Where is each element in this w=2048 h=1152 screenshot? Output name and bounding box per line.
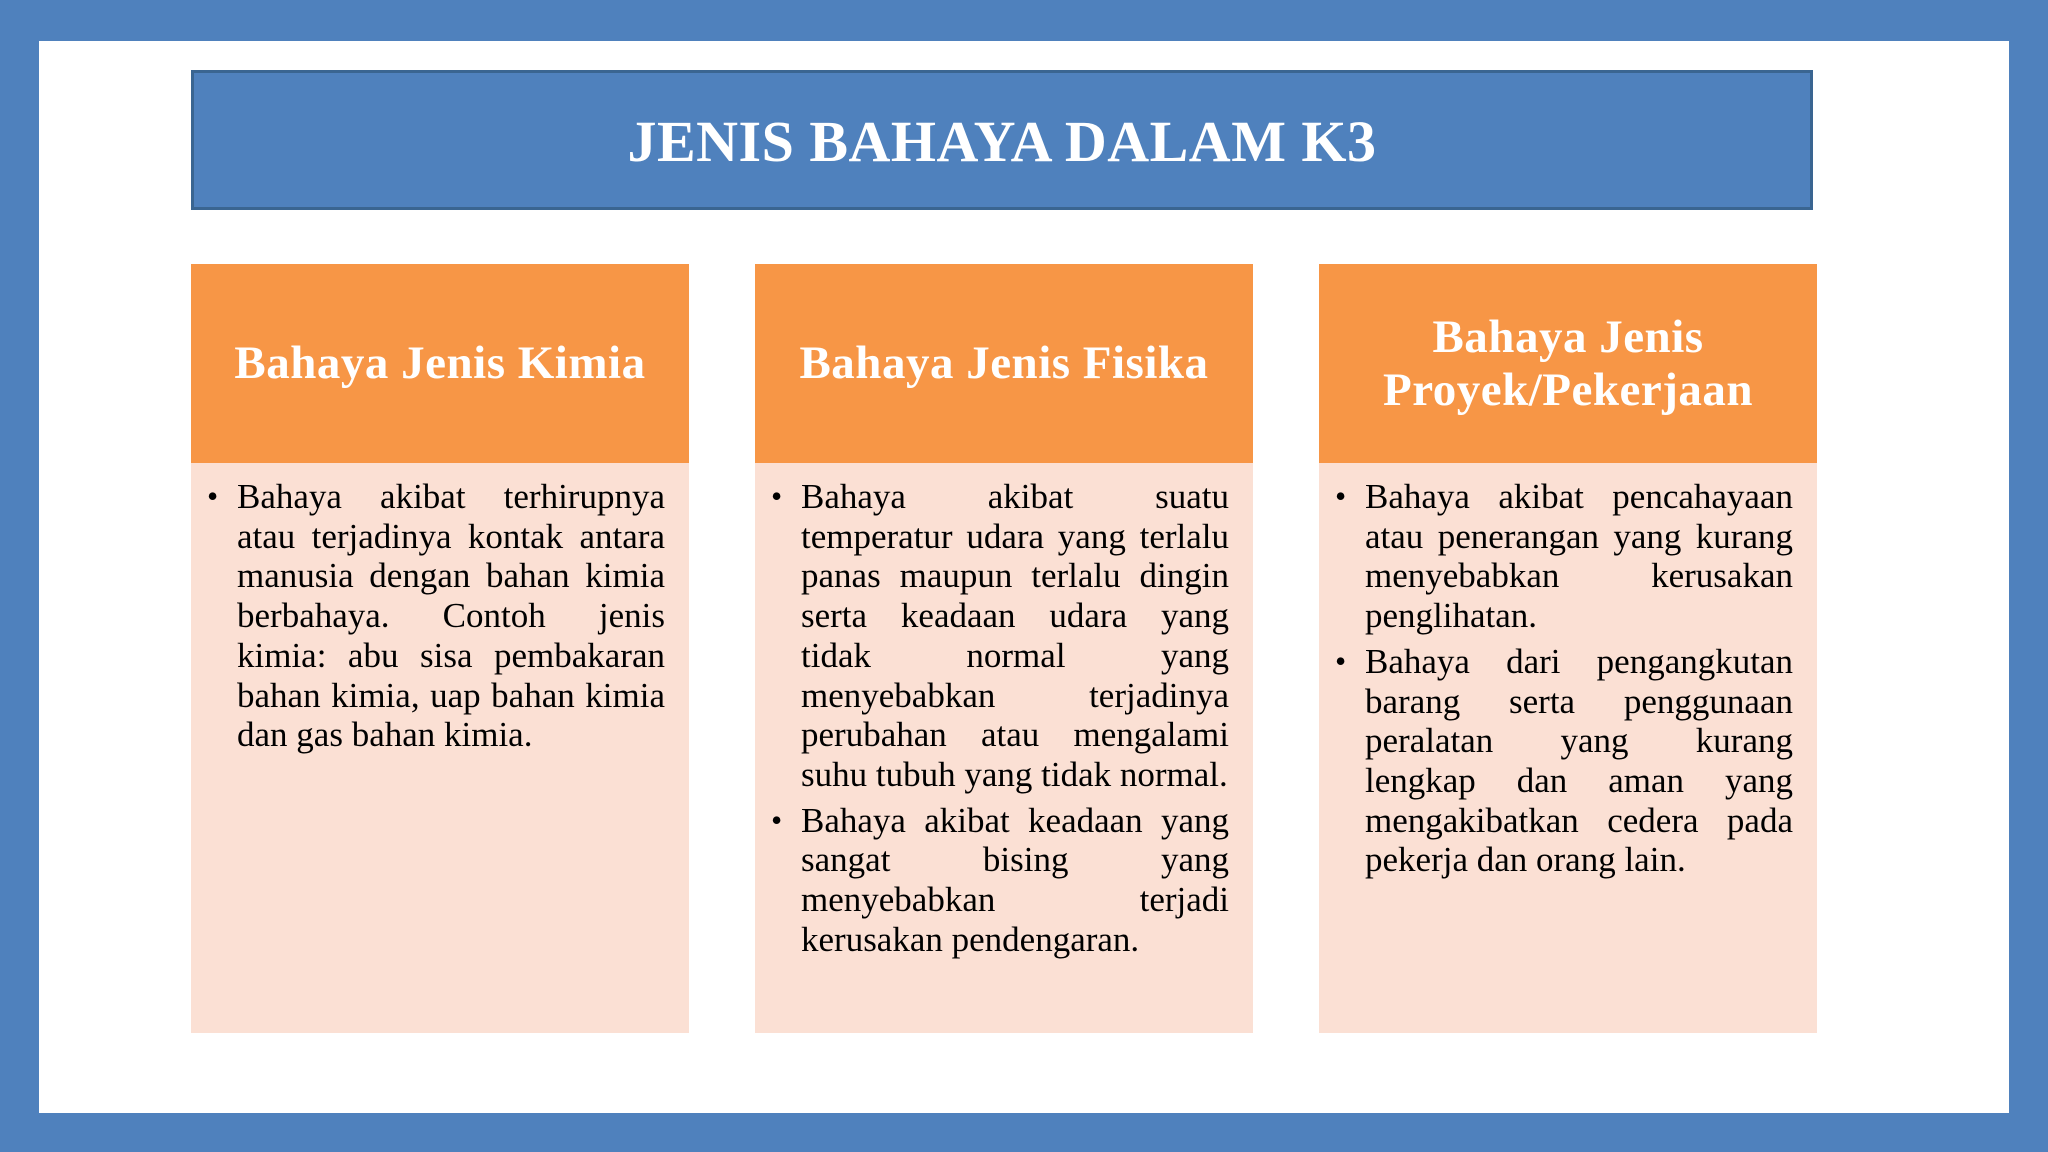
bullet-icon: • (207, 478, 219, 514)
column-kimia (191, 264, 689, 1033)
bullet-item (207, 477, 665, 755)
bullet-icon: • (771, 801, 783, 838)
bullet-text: Bahaya akibat terhirupnya atau terjadinya kontak antara manusia dengan bahan kimia berbahaya. Contoh jenis kimia: abu sisa pembakaran bahan kimia, uap bahan kimia dan gas bahan kimia. (237, 477, 665, 755)
column-fisika (755, 264, 1253, 1033)
column-body (755, 463, 1253, 1033)
bullet-text: Bahaya akibat suatu temperatur udara yang terlalu panas maupun terlalu dingin serta keadaan udara yang tidak normal yang menyebabkan terjadinya perubahan atau mengalami suhu tubuh yang tidak normal. (801, 477, 1229, 794)
column-header-text: Bahaya Jenis Kimia (234, 337, 646, 389)
column-body (191, 463, 689, 1033)
column-header (1319, 264, 1817, 463)
bullet-list (771, 477, 1229, 959)
slide (39, 41, 2009, 1113)
column-header-text: Bahaya Jenis Fisika (799, 337, 1209, 389)
bullet-icon: • (1335, 642, 1347, 679)
bullet-item (771, 801, 1229, 960)
bullet-list (1335, 477, 1793, 880)
column-body (1319, 463, 1817, 1033)
bullet-text: Bahaya akibat pencahayaan atau penerangan yang kurang menyebabkan kerusakan penglihatan. (1365, 477, 1793, 636)
bullet-text: Bahaya dari pengangkutan barang serta penggunaan peralatan yang kurang lengkap dan aman yang mengakibatkan cedera pada pekerja dan orang lain. (1365, 641, 1793, 880)
bullet-text: Bahaya akibat keadaan yang sangat bising yang menyebabkan terjadi kerusakan pendengaran. (801, 800, 1229, 959)
column-proyek-pekerjaan (1319, 264, 1817, 1033)
bullet-icon: • (1335, 478, 1347, 514)
bullet-item (1335, 477, 1793, 636)
bullet-item (771, 477, 1229, 795)
bullet-item (1335, 642, 1793, 880)
column-header (191, 264, 689, 463)
column-header-text: Bahaya Jenis Proyek/Pekerjaan (1382, 310, 1753, 416)
bullet-list (207, 477, 665, 755)
slide-title: JENIS BAHAYA DALAM K3 (627, 108, 1377, 174)
column-header (755, 264, 1253, 463)
bullet-icon: • (771, 478, 783, 514)
title-banner (191, 70, 1813, 210)
